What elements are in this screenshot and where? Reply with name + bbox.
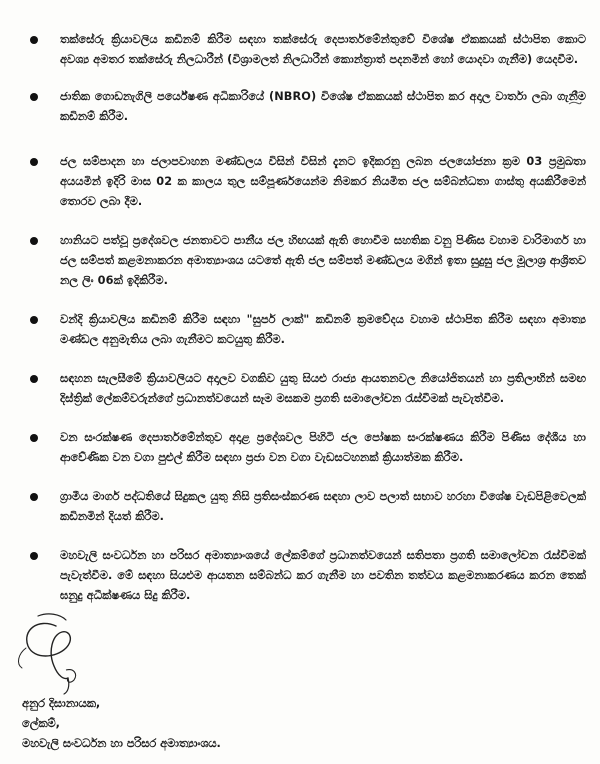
signatory-name: අනුර දිසානායක, [22,697,101,710]
bullet-text: මහවැලි සංවර්ධන හා පරිසර අමාත්‍යාංශයේ ලේකම්ගේ ප්‍රධානත්වයෙන් සතිපතා ප්‍රගති සමාලෝචන රැස්වීමක් පැවැත්වීම. මේ සඳහා සියළුම ආයතන සම්බන්ධ කර ගැනීම හා පවතින තත්වය කළමනාකරණය කරන තෙක් ඝනුදු අධීක්ෂණය සිදු කිරීම. [60,549,586,602]
signatory-block [22,694,422,754]
bullet-icon [30,93,38,101]
bullet-text: ජාතික ගොඩනැගිලි පර්යේෂණ අධිකාරියේ (NBRO) විශේෂ ඒකකයක් ස්ථාපිත කර අදාල වාර්තා ලබා ගැනීම කඩිනම් කිරීම. [60,90,586,123]
bullet-text: තක්සේරු ක්‍රියාවලිය කඩිනම් කිරීම සඳහා තක්සේරු දෙපාර්තමේන්තුවේ විශේෂ ඒකකයක් ස්ථාපිත කොට අවශ්‍ය අමතර තක්සේරු නිලධාරීන් (විශ්‍රාමලත් නිලධාරීන් කොන්ත්‍රාත් පදනමින් හෝ යොදවා ගැනීම) යෙදවීම. [60,33,586,66]
bullet-text: ග්‍රාමීය මාර්ග පද්ධතියේ සිදුකල යුතු නිසි ප්‍රතිසංස්කරණ සඳහා ලාව පලාත් සභාව හරහා විශේෂ වැඩපිළිවෙලක් කඩිනමින් දියත් කිරීම. [60,490,586,523]
bullet-icon [30,158,38,166]
bullet-list [24,30,586,606]
signatory-title: ලේකම්, [22,717,60,730]
bullet-text: සඳහන සැලසීමේ ක්‍රියාවලියට අදාලව වගකිව යුතු සියළු රාජ්‍ය ආයතනවල නියෝජිතයන් හා ප්‍රතිලාභින් සමඟ දිස්ත්‍රික් ලේකම්වරුන්ගේ ප්‍රධානත්වයෙන් සෑම මසකම ප්‍රගති සමාලෝචන රැස්වීමක් පැවැත්වීම. [60,372,586,405]
bullet-icon [30,316,38,324]
list-item [24,546,586,606]
list-item [24,30,586,70]
bullet-text: ජල සම්පාදන හා ජලාපවාහන මණ්ඩලය විසින් විසින් දැනට ඉදිකරනු ලබන ජලයෝජනා ක්‍රම 03 ප්‍රමුඛතා අයයමින් ඉදිරි මාස 02 ක කාලය තුල සම්පූර්ණයෙන්ම නිමකර නියමිත ජල සම්බන්ධතා ගාස්තු අයකිරීමෙන් තොරව ලබා දීම. [60,155,586,208]
list-item [24,369,586,409]
bullet-text: හානියට පත්වූ ප්‍රදේශවල ජනතාවට පානීය ජල හිඟයක් ඇති හොවීම සහතික වනු පිණිස වහාම වාරිමාර්ග හා ජල සම්පත් කළමනාකරන අමාත්‍යාංශය යටතේ ඇති ජල සම්පත් මණ්ඩලය මගින් ඉතා සුදුසු ජල මූලාශ්‍ර ආශ්‍රිතව නල ලිං 06ක් ඉදිකිරීම. [60,234,586,287]
bullet-icon [30,434,38,442]
list-item [24,152,586,212]
bullet-icon [30,493,38,501]
list-item [24,428,586,468]
list-item [24,231,586,291]
bullet-icon [30,552,38,560]
list-item [24,310,586,350]
signatory-ministry: මහවැලි සංවර්ධන හා පරිසර අමාත්‍යාංශය. [22,737,221,750]
bullet-icon [30,237,38,245]
signature-image [8,608,148,708]
bullet-text: වන්දි ක්‍රියාවලිය කඩිනම් කිරීම සඳහා "සුපර් ලාක්" කඩිනම් ක්‍රමවේදය වහාම ස්ථාපිත කිරීම සඳහා අමාත්‍ය මණ්ඩල අනුමැතිය ලබා ගැනීමට කටයුතු කිරීම. [60,313,586,346]
bullet-icon [30,36,38,44]
bullet-text: වන සංරක්ෂණ දෙපාර්තමේන්තුව අදාළ ප්‍රදේශවල පිහිටි ජල පෝෂක සංරක්ෂණය කිරීම පිණිස දේශීය හා ආවේණික වන වගා පුළුල් කිරීම සඳහා ප්‍රජා වන වගා වැඩසටහනක් ක්‍රියාත්මක කිරීම. [60,431,586,464]
list-item [24,487,586,527]
list-item [24,87,586,127]
bullet-icon [30,375,38,383]
